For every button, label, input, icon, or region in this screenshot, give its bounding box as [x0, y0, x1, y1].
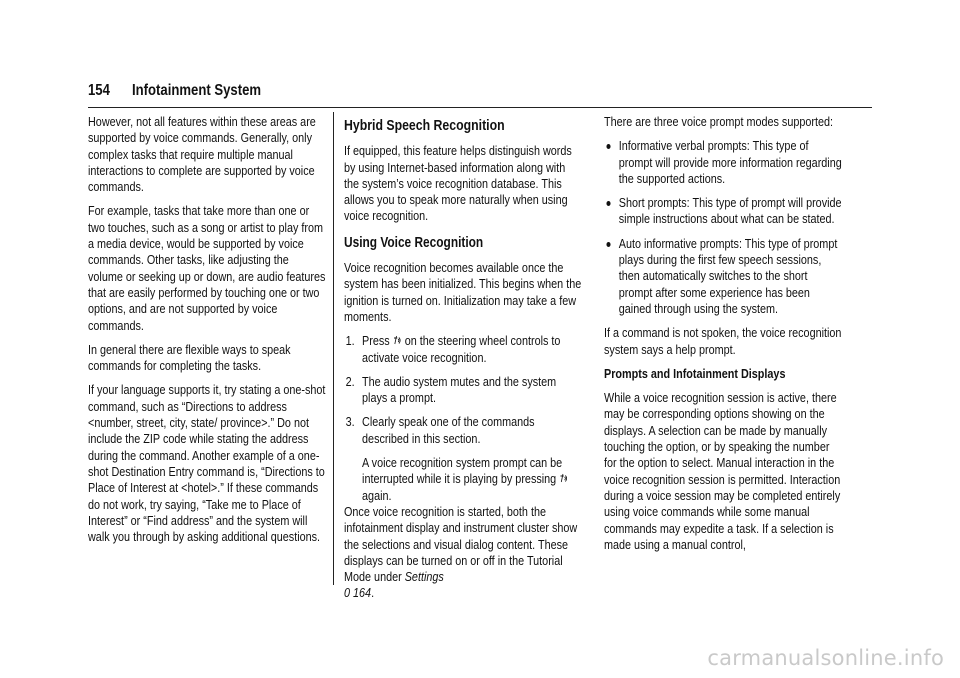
bullet-text: Auto informative prompts: This type of prompt plays during the first few speech sessions, then automatically switches to the short prompt after some experience has been gained through using the system.	[618, 235, 838, 316]
paragraph: If equipped, this feature helps distinguish words by using Internet-based information along with the system’s voice recognition database. This allows you to speak more naturally when using voice recognition.	[344, 143, 572, 224]
voice-recognition-icon	[560, 473, 567, 484]
step-item	[344, 414, 582, 447]
note-text-post: again.	[362, 487, 392, 503]
step-text: Clearly speak one of the commands described in this section.	[362, 414, 535, 446]
watermark: carmanualsonline.info	[707, 646, 944, 670]
paragraph: While a voice recognition session is active, there may be corresponding options showing on the displays. A selection can be made by manually touching the option, or by speaking the number for the option to select. Manual interaction in the voice recognition session is permitted. Interaction during a voice session may be completed entirely using voice commands while some manual commands may expedite a task. If a selection is made using a manual control,	[604, 390, 841, 552]
column-left	[88, 114, 326, 553]
section-title: Infotainment System	[132, 82, 262, 99]
bullet-item	[604, 195, 842, 228]
bullet-text: Short prompts: This type of prompt will provide simple instructions about what can be stated.	[618, 195, 842, 227]
step-number: 1.	[345, 333, 355, 349]
steps-list	[344, 333, 582, 447]
bullet-item	[604, 236, 842, 317]
column-right	[604, 114, 842, 561]
settings-link[interactable]: Settings	[404, 569, 444, 585]
bullet-list	[604, 138, 842, 317]
step-item	[344, 374, 582, 407]
final-text: Once voice recognition is started, both the infotainment display and instrument cluster show the selections and visual dialog content. These displays can be turned on or off in the Tutorial Mode under	[344, 503, 578, 585]
paragraph: If your language supports it, try stating a one-shot command, such as “Directions to address <number, street, city, state/ province>.” Do not include the ZIP code while stating the address during the command. Another example of a one-shot Destination Entry command is, “Directions to Place of Interest at <hotel>.” If these commands do not work, try saying, “Take me to Place of Interest” or “Find address” and the system will walk you through by asking additional questions.	[88, 382, 326, 545]
paragraph: However, not all features within these areas are supported by voice commands. Generally, only complex tasks that require multiple manual interactions to complete are supported by voice commands.	[88, 114, 316, 195]
step-note	[344, 455, 582, 504]
step-text-pre: Press	[362, 333, 393, 349]
paragraph	[344, 504, 582, 602]
heading-prompts-infotainment-displays: Prompts and Infotainment Displays	[604, 365, 786, 381]
step-number: 2.	[345, 373, 355, 389]
bullet-text: Informative verbal prompts: This type of prompt will provide more information regarding the supported actions.	[618, 138, 842, 186]
column-divider	[333, 112, 334, 585]
step-text-post: on the steering wheel controls to activate voice recognition.	[362, 333, 561, 365]
heading-hybrid-speech-recognition: Hybrid Speech Recognition	[344, 117, 505, 134]
column-middle	[344, 114, 584, 610]
voice-recognition-icon	[394, 335, 401, 346]
page-number: 154	[88, 82, 110, 99]
bullet-dot-icon	[606, 242, 610, 247]
note-text-pre: A voice recognition system prompt can be interrupted while it is playing by pressing	[362, 455, 563, 487]
step-text: The audio system mutes and the system plays a prompt.	[362, 373, 557, 406]
bullet-dot-icon	[606, 201, 610, 206]
bullet-item	[604, 138, 842, 187]
paragraph: In general there are flexible ways to speak commands for completing the tasks.	[88, 341, 291, 374]
paragraph: For example, tasks that take more than one or two touches, such as a song or artist to play from a media device, would be supported by voice commands. Other tasks, like adjusting the volume or seeking up or down, are audio features that are easily performed by touching one or two options, and are not supported by voice commands.	[88, 203, 326, 333]
page-reference-arrow: 0	[344, 585, 351, 601]
step-number: 3.	[345, 414, 355, 430]
page-reference-link[interactable]: 164	[353, 585, 372, 601]
paragraph: There are three voice prompt modes supported:	[604, 114, 834, 129]
page-header	[88, 78, 872, 108]
bullet-dot-icon	[606, 144, 610, 149]
paragraph: Voice recognition becomes available once the system has been initialized. This begins when the ignition is turned on. Initialization may take a few moments.	[344, 260, 582, 324]
step-item	[344, 333, 582, 366]
heading-using-voice-recognition: Using Voice Recognition	[344, 234, 484, 251]
paragraph: If a command is not spoken, the voice recognition system says a help prompt.	[604, 325, 842, 357]
final-period: .	[371, 585, 375, 601]
